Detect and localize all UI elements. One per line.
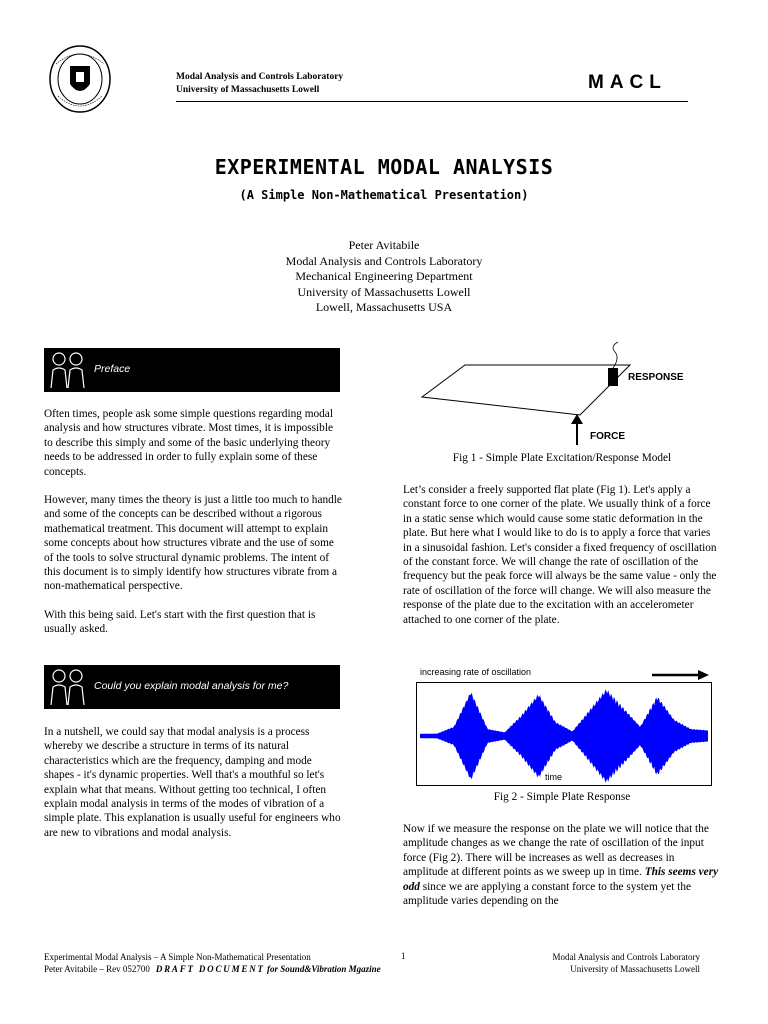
left-column-continued: [44, 725, 344, 840]
footer-title: Experimental Modal Analysis – A Simple Non-Mathematical Presentation: [44, 952, 311, 962]
paragraph: [403, 822, 721, 908]
footer-lab: Modal Analysis and Controls Laboratory: [552, 952, 700, 962]
document-title: EXPERIMENTAL MODAL ANALYSIS: [214, 155, 554, 179]
page-number: 1: [401, 951, 406, 961]
paragraph: Let’s consider a freely supported flat plate (Fig 1). Let's apply a constant force to one corner of the plate. We usually think of a force in a static sense which would cause some static deformation in the plate. But here what I would like to do is to apply a force that varies in a sinusoidal fashion. Let's consider a fixed frequency of oscillation of the constant force. We will change the rate of oscillation of the frequency but the peak force will always be the same value - only the rate of oscillation of the force will change. We will also measure the response of the plate due to the excitation with an accelerometer attached to one corner of the plate.: [403, 484, 717, 626]
header-lab-line1: Modal Analysis and Controls Laboratory: [176, 72, 344, 82]
response-plot: [416, 682, 712, 786]
header-acronym: MACL: [588, 72, 667, 93]
response-label: RESPONSE: [628, 372, 684, 383]
sensor-cable: [613, 342, 618, 368]
force-arrowhead: [571, 414, 583, 424]
fig2-caption: Fig 2 - Simple Plate Response: [493, 791, 631, 803]
force-label: FORCE: [590, 431, 625, 442]
header-rule: [176, 101, 688, 102]
fig1-caption: Fig 1 - Simple Plate Excitation/Response Model: [452, 452, 672, 464]
right-column-continued: [403, 822, 721, 908]
paragraph: With this being said. Let's start with the first question that is usually asked.: [44, 608, 316, 636]
footer-author: Peter Avitabile – Rev 052700: [44, 964, 150, 974]
fig2-top-label: increasing rate of oscillation: [420, 667, 532, 677]
footer-univ: University of Massachusetts Lowell: [570, 964, 700, 974]
author-name: Peter Avitabile: [348, 238, 420, 252]
footer-left: [44, 951, 381, 975]
author-location: Lowell, Massachusetts USA: [315, 300, 453, 314]
author-dept: Mechanical Engineering Department: [295, 269, 473, 283]
text-run: since we are applying a constant force to the system yet the amplitude varies depending on the: [403, 880, 691, 908]
question-banner: [44, 665, 340, 709]
plate-outline: [422, 365, 630, 415]
paragraph: In a nutshell, we could say that modal analysis is a process whereby we describe a structure in terms of its natural characteristics which are the frequency, damping and mode shapes - it's dynamic properties. Well that's a mouthful so let's explain what that means. Without getting too technical, I often explain modal analysis in terms of the modes of vibration of a simple plate. This explanation is usually useful for engineers who are new to vibrations and modal analysis.: [44, 726, 341, 839]
accelerometer: [608, 368, 618, 386]
right-column: [403, 483, 721, 627]
people-icon: [47, 350, 89, 390]
arrow-right-icon: [650, 669, 710, 681]
paragraph: Often times, people ask some simple questions regarding modal analysis and how structures vibrate. Most times, it is impossible to describe this simply and some of the basic underlying theory needs to be addressed in order to fully explain some of these concepts.: [44, 408, 333, 478]
author-lab: Modal Analysis and Controls Laboratory: [285, 253, 483, 268]
plate-diagram: [420, 340, 710, 445]
footer-right: [520, 951, 700, 975]
text-run: Now if we measure the response on the plate we will notice that the amplitude changes as we change the rate of oscillation of the input force (Fig 2). There will be increases as well as decreases in amplitude at different points as we sweep up in time.: [403, 823, 709, 879]
draft-notice: DRAFT DOCUMENT: [155, 964, 265, 974]
header-lab-name: [176, 71, 343, 97]
people-icon: [47, 667, 89, 707]
emphasis-text: This seems very odd: [403, 866, 719, 893]
preface-label: Preface: [94, 363, 131, 375]
time-label: time: [545, 772, 563, 782]
question-label: Could you explain modal analysis for me?: [94, 680, 289, 692]
header-lab-line2: University of Massachusetts Lowell: [176, 85, 320, 95]
draft-target: for Sound&Vibration Mgazine: [267, 964, 381, 974]
preface-banner: [44, 348, 340, 392]
author-univ: University of Massachusetts Lowell: [297, 284, 471, 299]
document-subtitle: (A Simple Non-Mathematical Presentation): [239, 188, 529, 202]
author-block: [0, 238, 768, 316]
paragraph: However, many times the theory is just a little too much to handle and some of the concepts can be described without a rigorous mathematical treatment. This document will attempt to explain some concepts about how structures vibrate and the use of some of the tools to solve structural dynamic problems. The intent of this document is to simply identify how structures vibrate from a non-mathematical perspective.: [44, 494, 342, 593]
left-column: [44, 407, 344, 637]
university-seal-logo: [48, 44, 112, 114]
